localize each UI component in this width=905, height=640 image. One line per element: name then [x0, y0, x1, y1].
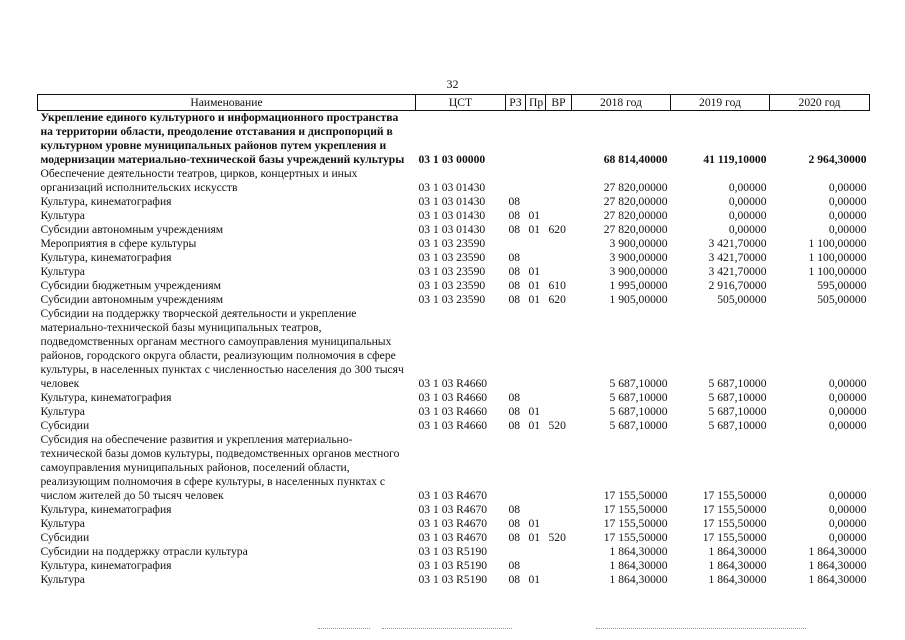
table-row: [38, 405, 870, 419]
row-pr: 01: [528, 223, 541, 236]
header-vr: ВР: [546, 95, 572, 111]
row-2020: 2 964,30000: [808, 153, 867, 166]
row-2020: 1 864,30000: [808, 573, 867, 586]
table-row: [38, 573, 870, 587]
row-2020: 0,00000: [828, 181, 867, 194]
row-cst: 03 1 03 01430: [418, 209, 486, 222]
row-cst: 03 1 03 R5190: [418, 545, 488, 558]
table-row: [38, 307, 870, 391]
row-2018: 17 155,50000: [603, 517, 668, 530]
row-name: Культура: [40, 573, 85, 586]
row-name: Культура: [40, 265, 85, 278]
row-rz: [506, 111, 526, 168]
row-2019: 17 155,50000: [702, 531, 767, 544]
scan-artifact: [596, 628, 806, 630]
row-cst: 03 1 03 R4670: [418, 489, 488, 502]
row-vr: [546, 265, 572, 279]
row-2020: 0,00000: [828, 209, 867, 222]
row-2020: 595,00000: [817, 279, 867, 292]
row-cst: 03 1 03 R4660: [418, 405, 488, 418]
row-vr: [546, 167, 572, 195]
row-pr: [526, 545, 546, 559]
header-2018: 2018 год: [572, 95, 671, 111]
row-2019: 5 687,10000: [708, 391, 767, 404]
row-name: Культура, кинематография: [40, 391, 172, 404]
row-2019: 0,00000: [728, 181, 767, 194]
table-row: [38, 237, 870, 251]
header-rz: РЗ: [506, 95, 526, 111]
row-cst: 03 1 03 R5190: [418, 559, 488, 572]
table-row: [38, 209, 870, 223]
row-vr: 520: [548, 531, 566, 544]
row-vr: [546, 517, 572, 531]
row-vr: 610: [548, 279, 566, 292]
row-name: Укрепление единого культурного и информационного пространства на территории области, преодоление отставания и диспропорций в культурном уровне муниципальных районов путем укрепления и модернизации материально-технической базы учреждений культуры: [40, 111, 405, 166]
row-2020: 0,00000: [828, 391, 867, 404]
row-2020: 0,00000: [828, 517, 867, 530]
row-rz: 08: [508, 209, 521, 222]
row-rz: 08: [508, 503, 521, 516]
row-2018: 17 155,50000: [603, 503, 668, 516]
row-cst: 03 1 03 01430: [418, 223, 486, 236]
row-2018: 17 155,50000: [603, 531, 668, 544]
row-2020: 1 100,00000: [808, 237, 867, 250]
row-rz: 08: [508, 517, 521, 530]
row-2020: 0,00000: [828, 195, 867, 208]
row-name: Субсидии на поддержку отрасли культура: [40, 545, 248, 558]
row-2020: 0,00000: [828, 223, 867, 236]
page-number: 32: [446, 77, 459, 91]
row-2019: 3 421,70000: [708, 265, 767, 278]
row-name: Культура, кинематография: [40, 503, 172, 516]
table-row: [38, 223, 870, 237]
row-rz: [506, 307, 526, 391]
row-pr: 01: [528, 265, 541, 278]
row-name: Мероприятия в сфере культуры: [40, 237, 197, 250]
budget-table: [37, 94, 870, 587]
row-name: Субсидии: [40, 419, 90, 432]
row-cst: 03 1 03 R4670: [418, 503, 488, 516]
row-pr: [526, 251, 546, 265]
row-rz: 08: [508, 265, 521, 278]
row-2020: 1 864,30000: [808, 559, 867, 572]
row-2019: 3 421,70000: [708, 251, 767, 264]
row-vr: 520: [548, 419, 566, 432]
table-body: [38, 111, 870, 588]
row-2020: 0,00000: [828, 503, 867, 516]
row-vr: 620: [548, 293, 566, 306]
row-cst: 03 1 03 23590: [418, 237, 486, 250]
row-cst: 03 1 03 00000: [418, 153, 486, 166]
row-rz: 08: [508, 559, 521, 572]
row-name: Культура, кинематография: [40, 559, 172, 572]
row-vr: 620: [548, 223, 566, 236]
row-pr: 01: [528, 279, 541, 292]
row-rz: 08: [508, 293, 521, 306]
table-row: [38, 433, 870, 503]
row-pr: 01: [528, 517, 541, 530]
row-rz: 08: [508, 573, 521, 586]
row-vr: [546, 573, 572, 587]
row-2019: 17 155,50000: [702, 517, 767, 530]
row-cst: 03 1 03 01430: [418, 195, 486, 208]
row-name: Субсидии автономным учреждениям: [40, 293, 224, 306]
row-2020: 0,00000: [828, 531, 867, 544]
row-pr: 01: [528, 419, 541, 432]
row-pr: [526, 237, 546, 251]
row-2020: 1 100,00000: [808, 251, 867, 264]
row-2018: 27 820,00000: [603, 223, 668, 236]
row-2019: 505,00000: [717, 293, 767, 306]
row-pr: [526, 307, 546, 391]
row-cst: 03 1 03 R5190: [418, 573, 488, 586]
scan-artifact: [318, 628, 370, 630]
row-pr: 01: [528, 531, 541, 544]
row-vr: [546, 391, 572, 405]
table-row: [38, 545, 870, 559]
row-rz: 08: [508, 391, 521, 404]
row-pr: [526, 111, 546, 168]
row-2018: 27 820,00000: [603, 181, 668, 194]
row-2018: 5 687,10000: [609, 405, 668, 418]
table-row: [38, 279, 870, 293]
table-row: [38, 391, 870, 405]
row-name: Субсидии бюджетным учреждениям: [40, 279, 221, 292]
row-2020: 0,00000: [828, 405, 867, 418]
row-2019: 17 155,50000: [702, 503, 767, 516]
row-2019: 0,00000: [728, 195, 767, 208]
row-rz: [506, 545, 526, 559]
row-vr: [546, 559, 572, 573]
row-name: Субсидии: [40, 531, 90, 544]
row-2019: 1 864,30000: [708, 545, 767, 558]
table-row: [38, 293, 870, 307]
row-rz: 08: [508, 405, 521, 418]
row-vr: [546, 307, 572, 391]
row-cst: 03 1 03 23590: [418, 279, 486, 292]
row-vr: [546, 111, 572, 168]
row-cst: 03 1 03 R4660: [418, 377, 488, 390]
row-vr: [546, 237, 572, 251]
row-cst: 03 1 03 R4660: [418, 391, 488, 404]
row-2018: 3 900,00000: [609, 251, 668, 264]
row-pr: 01: [528, 293, 541, 306]
table-row: [38, 531, 870, 545]
row-2018: 3 900,00000: [609, 237, 668, 250]
row-pr: 01: [528, 405, 541, 418]
table-row: [38, 517, 870, 531]
row-2018: 27 820,00000: [603, 195, 668, 208]
row-2019: 5 687,10000: [708, 405, 767, 418]
header-cst: ЦСТ: [416, 95, 506, 111]
row-cst: 03 1 03 R4670: [418, 531, 488, 544]
row-cst: 03 1 03 23590: [418, 293, 486, 306]
row-2019: 41 119,10000: [703, 153, 767, 166]
table-row: [38, 503, 870, 517]
row-rz: 08: [508, 251, 521, 264]
scan-artifact: [382, 628, 512, 630]
row-2018: 68 814,40000: [603, 153, 668, 166]
row-2018: 5 687,10000: [609, 391, 668, 404]
row-pr: [526, 433, 546, 503]
row-2020: 1 864,30000: [808, 545, 867, 558]
row-2019: 0,00000: [728, 223, 767, 236]
header-2020: 2020 год: [770, 95, 870, 111]
row-2018: 1 995,00000: [609, 279, 668, 292]
row-vr: [546, 251, 572, 265]
row-rz: [506, 167, 526, 195]
row-cst: 03 1 03 01430: [418, 181, 486, 194]
row-name: Субсидии автономным учреждениям: [40, 223, 224, 236]
header-pr: Пр: [526, 95, 546, 111]
row-rz: [506, 237, 526, 251]
row-vr: [546, 545, 572, 559]
table-row: [38, 167, 870, 195]
row-2018: 3 900,00000: [609, 265, 668, 278]
header-2019: 2019 год: [671, 95, 770, 111]
row-2020: 505,00000: [817, 293, 867, 306]
row-2020: 1 100,00000: [808, 265, 867, 278]
row-cst: 03 1 03 23590: [418, 251, 486, 264]
row-vr: [546, 433, 572, 503]
table-row: [38, 265, 870, 279]
row-2018: 1 864,30000: [609, 559, 668, 572]
row-pr: [526, 167, 546, 195]
row-vr: [546, 405, 572, 419]
row-pr: [526, 195, 546, 209]
row-rz: 08: [508, 531, 521, 544]
row-name: Субсидия на обеспечение развития и укрепления материально-технической базы домов культуры, подведомственных органов местного самоуправления муниципальных районов, поселений области, реализующим полномочия в сфере культуры, в населенных пунктах с числом жителей до 50 тысяч человек: [40, 433, 400, 502]
row-name: Культура, кинематография: [40, 251, 172, 264]
header-name: Наименование: [38, 95, 416, 111]
table-row: [38, 559, 870, 573]
row-pr: [526, 503, 546, 517]
row-rz: [506, 433, 526, 503]
row-vr: [546, 195, 572, 209]
row-name: Культура: [40, 517, 85, 530]
row-pr: [526, 391, 546, 405]
row-2018: 27 820,00000: [603, 209, 668, 222]
table-row: [38, 111, 870, 168]
row-cst: 03 1 03 23590: [418, 265, 486, 278]
row-rz: 08: [508, 223, 521, 236]
table-row: [38, 419, 870, 433]
row-2020: 0,00000: [828, 377, 867, 390]
row-cst: 03 1 03 R4670: [418, 517, 488, 530]
row-2019: 5 687,10000: [708, 377, 767, 390]
header-row: [38, 95, 870, 111]
row-vr: [546, 209, 572, 223]
row-name: Культура, кинематография: [40, 195, 172, 208]
row-2019: 1 864,30000: [708, 573, 767, 586]
row-pr: 01: [528, 573, 541, 586]
row-vr: [546, 503, 572, 517]
row-2019: 1 864,30000: [708, 559, 767, 572]
row-pr: 01: [528, 209, 541, 222]
row-pr: [526, 559, 546, 573]
row-2018: 1 864,30000: [609, 545, 668, 558]
row-cst: 03 1 03 R4660: [418, 419, 488, 432]
table-row: [38, 251, 870, 265]
table-row: [38, 195, 870, 209]
row-name: Культура: [40, 405, 85, 418]
row-2019: 3 421,70000: [708, 237, 767, 250]
row-rz: 08: [508, 419, 521, 432]
row-name: Культура: [40, 209, 85, 222]
row-2018: 17 155,50000: [603, 489, 668, 502]
row-2019: 17 155,50000: [702, 489, 767, 502]
row-2018: 1 905,00000: [609, 293, 668, 306]
row-2020: 0,00000: [828, 419, 867, 432]
row-rz: 08: [508, 279, 521, 292]
row-2018: 1 864,30000: [609, 573, 668, 586]
row-2019: 0,00000: [728, 209, 767, 222]
row-2018: 5 687,10000: [609, 377, 668, 390]
row-2019: 5 687,10000: [708, 419, 767, 432]
row-2018: 5 687,10000: [609, 419, 668, 432]
row-2019: 2 916,70000: [708, 279, 767, 292]
row-name: Обеспечение деятельности театров, цирков, концертных и иных организаций исполнительских искусств: [40, 167, 358, 194]
row-name: Субсидии на поддержку творческой деятельности и укрепление материально-технической базы муниципальных театров, подведомственных органам местного самоуправления муниципальных районов, городского округа области, реализующим полномочия в сфере культуры, в населенных пунктах с численностью населения до 300 тысяч человек: [40, 307, 404, 390]
row-2020: 0,00000: [828, 489, 867, 502]
row-rz: 08: [508, 195, 521, 208]
